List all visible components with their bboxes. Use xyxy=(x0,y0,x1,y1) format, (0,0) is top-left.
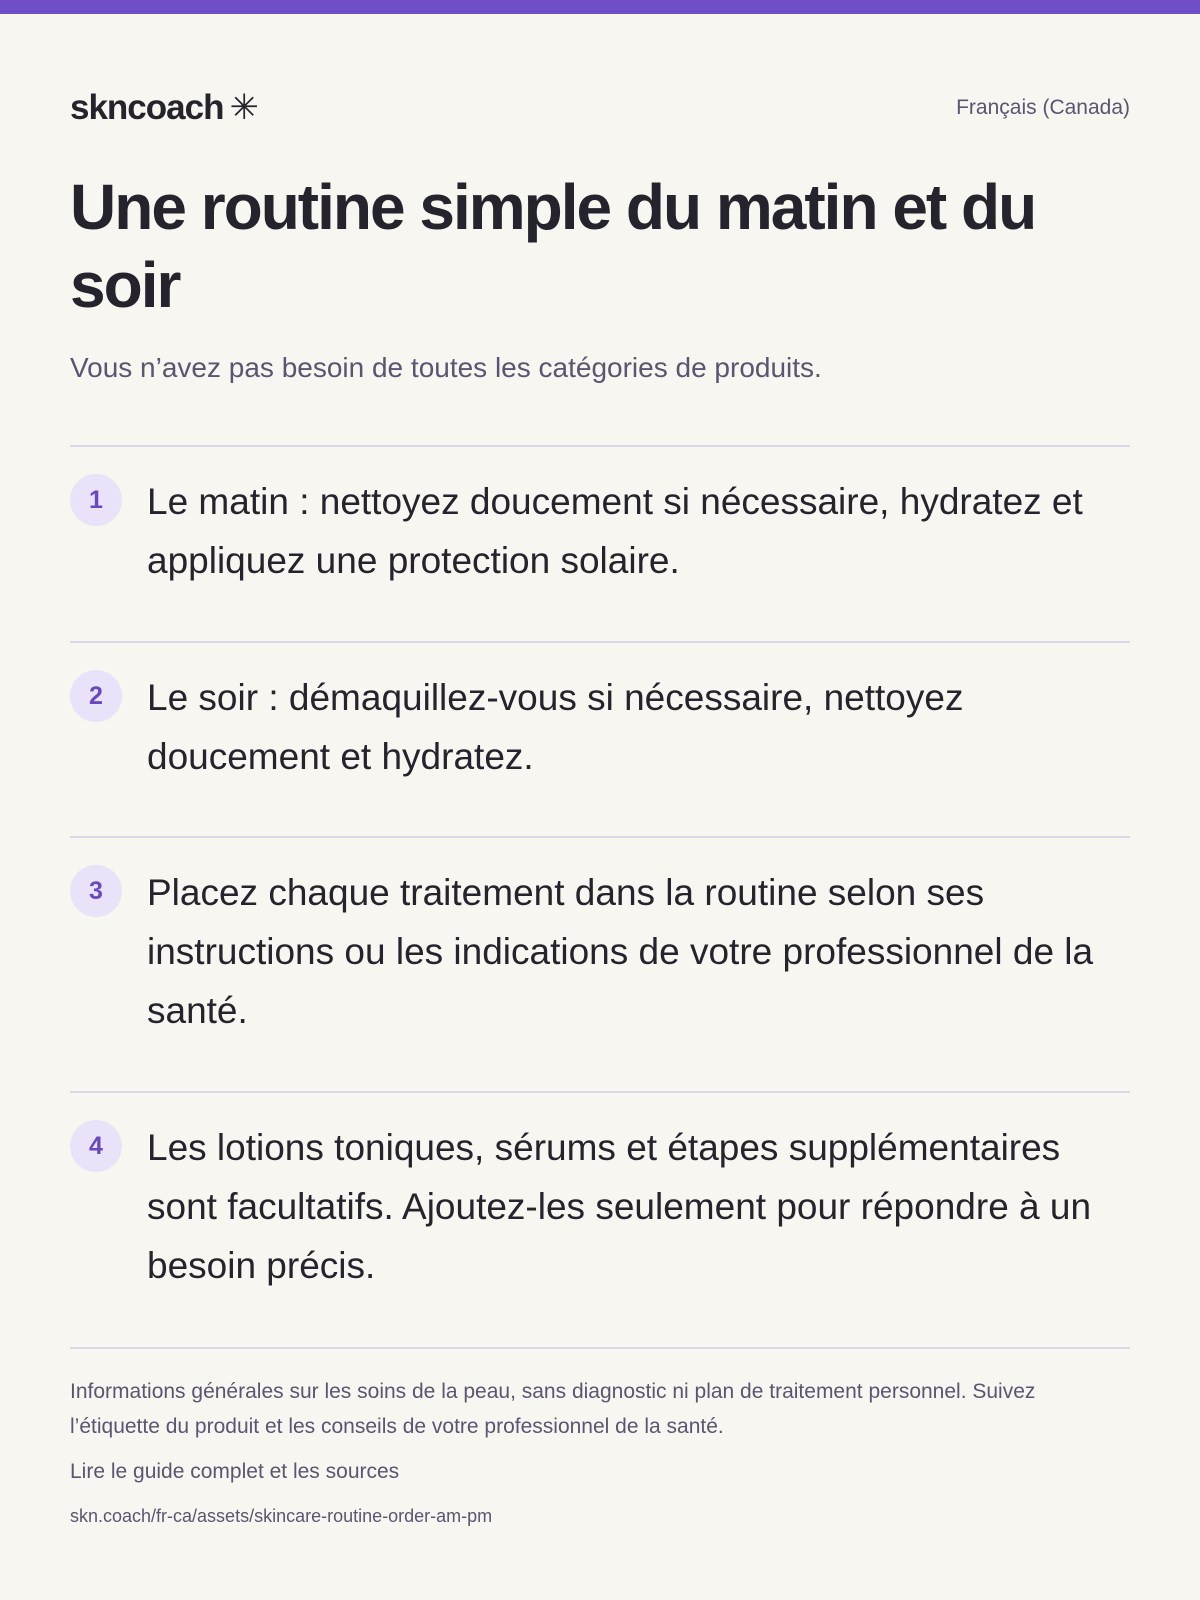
step-number-badge: 1 xyxy=(70,474,122,526)
disclaimer-text: Informations générales sur les soins de la peau, sans diagnostic ni plan de traitement personnel. Suivez l’étiquette du produit et les conseils de votre professionnel de la santé. xyxy=(70,1380,1036,1438)
step-number-badge: 2 xyxy=(70,670,122,722)
divider xyxy=(70,1347,1130,1349)
page-subtitle: Vous n’avez pas besoin de toutes les catégories de produits. xyxy=(70,352,822,383)
language-selector[interactable]: Français (Canada) xyxy=(956,96,1130,119)
full-guide-link[interactable]: Lire le guide complet et les sources xyxy=(70,1460,400,1483)
step-text: Les lotions toniques, sérums et étapes supplémentaires sont facultatifs. Ajoutez-les seulement pour répondre à un besoin précis. xyxy=(147,1127,1092,1286)
step-number-badge: 4 xyxy=(70,1120,122,1172)
divider xyxy=(70,1091,1130,1093)
source-url: skn.coach/fr-ca/assets/skincare-routine-order-am-pm xyxy=(70,1506,493,1526)
asterisk-icon: ✳ xyxy=(229,88,258,127)
divider xyxy=(70,641,1130,643)
divider xyxy=(70,445,1130,447)
brand-name: skncoach xyxy=(70,88,224,127)
brand-logo[interactable] xyxy=(70,86,258,130)
step-text: Placez chaque traitement dans la routine selon ses instructions ou les indications de votre professionnel de la santé. xyxy=(147,872,1094,1031)
header xyxy=(70,86,1130,130)
top-accent-bar xyxy=(0,0,1200,14)
page-title: Une routine simple du matin et du soir xyxy=(70,171,1036,321)
step-text: Le matin : nettoyez doucement si nécessaire, hydratez et appliquez une protection solaire. xyxy=(147,481,1083,581)
step-text: Le soir : démaquillez-vous si nécessaire, nettoyez doucement et hydratez. xyxy=(147,677,964,777)
divider xyxy=(70,836,1130,838)
step-number-badge: 3 xyxy=(70,865,122,917)
